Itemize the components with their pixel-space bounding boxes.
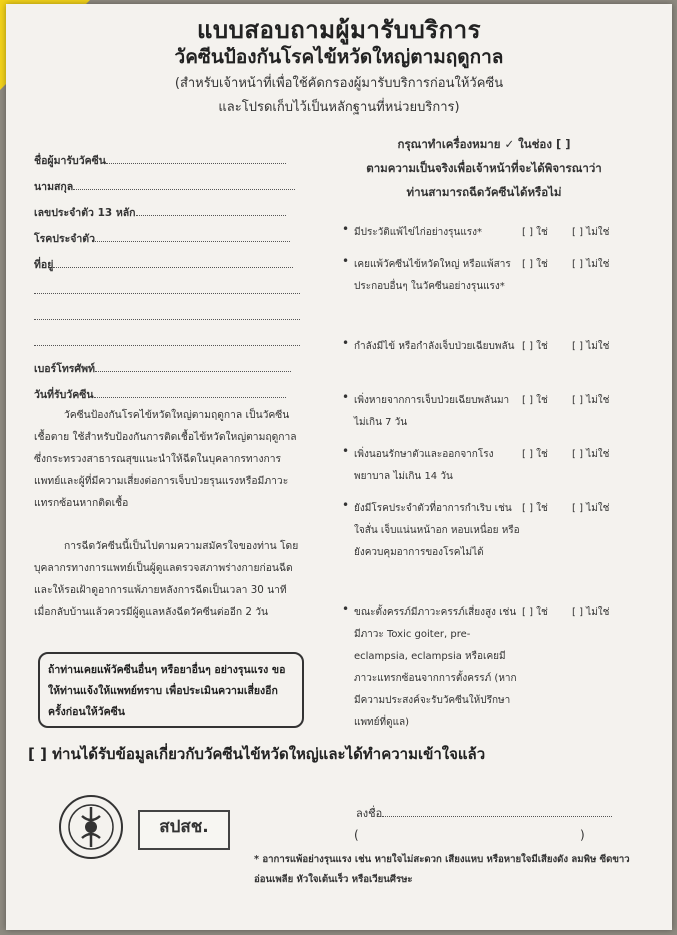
no-checkbox[interactable]: [ ] ไม่ใช่ — [572, 259, 610, 270]
vaccine-info-paragraph — [34, 404, 302, 514]
info-text-2: การฉีดวัคซีนนี้เป็นไปตามความสมัครใจของท่าน โดยบุคลากรทางการแพทย์เป็นผู้ดูแลตรวจสภาพร่างกายก่อนฉีด และให้รอเฝ้าดูอาการแพ้ภายหลังการฉีดเป็นเวลา 30 นาที เมื่อกลับบ้านแล้วควรมีผู้ดูแลหลังฉีดวัคซีนต่ออีก 2 วัน — [34, 540, 299, 618]
name-label: ชื่อผู้มารับวัคซีน — [34, 155, 106, 167]
surname-field[interactable] — [34, 178, 295, 195]
form-note-line-2: และโปรดเก็บไว้เป็นหลักฐานที่หน่วยบริการ) — [218, 100, 460, 115]
yes-checkbox[interactable]: [ ] ใช่ — [522, 227, 548, 238]
address-line-2[interactable] — [34, 292, 300, 294]
no-checkbox[interactable]: [ ] ไม่ใช่ — [572, 449, 610, 460]
address-line-3[interactable] — [34, 318, 300, 320]
questionnaire-paper: แบบสอบถามผู้มารับบริการ วัคซีนป้องกันโรคไข้หวัดใหญ่ตามฤดูกาล (สำหรับเจ้าหน้าที่เพื่อใช้คัดกรองผู้มารับบริการก่อนให้วัคซีน และโปรดเก็บไว้เป็นหลักฐานที่หน่วยบริการ) ชื่อผู้มารับวัคซีน นามสกุล เลขประจำตัว 13 หลัก โรคประจำตัว ที่อยู่ เบอร์โทรศัพท์ วันที่รับวัคซีน วัคซีนป้องกันโรคไข้หวัดใหญ่ตามฤดูกาล เป็นวัคซีนเชื้อตาย ใช้สำหรับป้องกันการติดเชื้อไข้หวัดใหญ่ตามฤดูกาล ซึ่งกระทรวงสาธารณสุขแนะนำให้ฉีดในบุคลากรทางการแพทย์และผู้ที่มีความเสี่ยงต่อการเจ็บป่วยรุนแรงหรือมีภาวะแทรกซ้อนหากติดเชื้อ การฉีดวัคซีนนี้เป็นไปตามความสมัครใจของท่าน โดยบุคลากรทางการแพทย์เป็นผู้ดูแลตรวจสภาพร่างกายก่อนฉีด และให้รอเฝ้าดูอาการแพ้ภายหลังการฉีดเป็นเวลา 30 นาที เมื่อกลับบ้านแล้วควรมีผู้ดูแลหลังฉีดวัคซีนต่ออีก 2 วัน ถ้าท่านเคยแพ้วัคซีนอื่นๆ หรือยาอื่นๆ อย่างรุนแรง ขอให้ท่านแจ้งให้แพทย์ทราบ เพื่อประเมินความเสี่ยงอีกครั้งก่อนให้วัคซีน กรุณาทำเครื่องหมาย ✓ ในช่อง [ ] ตามความเป็นจริงเพื่อเจ้าหน้าที่จะได้พิจารณาว่า ท่านสามารถฉีดวัคซีนได้หรือไม่ • มีประวัติแพ้ไข่ไก่อย่างรุนแรง* [ ] ใช่ [ ] ไม่ใช่ • เคยแพ้วัคซีนไข้หวัดใหญ่ หรือแพ้สารประกอบอื่นๆ ในวัคซีนอย่างรุนแรง* [ ] ใช่ [ ] ไม่ใช่ • กำลังมีไข้ หรือกำลังเจ็บป่วยเฉียบพลัน [ ] ใช่ [ ] ไม่ใช่ • เพิ่งหายจากการเจ็บป่วยเฉียบพลันมาไม่เกิน 7 วัน [ ] ใช่ [ ] ไม่ใช่ • เพิ่งนอนรักษาตัวและออกจากโรงพยาบาล ไม่เกิน 14 วัน [ ] ใช่ [ ] ไม่ใช่ • ยังมีโรคประจำตัวที่อาการกำเริบ เช่น ใจสั่น เจ็บแน่นหน้าอก หอบเหนื่อย หรือยังควบคุมอาการของโรคไม่ได้ [ ] ใช่ [ ] ไม่ใช่ • ขณะตั้งครรภ์มีภาวะครรภ์เสี่ยงสูง เช่น มีภาวะ Toxic goiter, pre-eclampsia, eclampsia หรือเคยมีภาวะแทรกซ้อนจากการตั้งครรภ์ (หากมีความประสงค์จะรับวัคซีนให้ปรึกษาแพทย์ที่ดูแล) [ ] ใช่ [ ] ไม่ใช่ [ ] ท่านได้รับข้อมูลเกี่ยวกับวัคซีนไข้หวัดใหญ่และได้ทำความเข้าใจแล้ว สปสช. ลงชื่อ ( ) * อาการแพ้อย่างรุนแรง เช่น หายใจไม่สะดวก เสียงแหบ หรือหายใจมีเสียงดัง ลมพิษ ซีดขาว อ่อนเพลีย หัวใจเต้นเร็ว หรือเวียนศีรษะ — [6, 4, 672, 930]
id-label: เลขประจำตัว 13 หลัก — [34, 207, 136, 219]
consent-info-paragraph — [34, 535, 302, 623]
yes-checkbox[interactable]: [ ] ใช่ — [522, 259, 548, 270]
date-field[interactable] — [34, 386, 286, 403]
no-checkbox[interactable]: [ ] ไม่ใช่ — [572, 227, 610, 238]
info-text-1: วัคซีนป้องกันโรคไข้หวัดใหญ่ตามฤดูกาล เป็นวัคซีนเชื้อตาย ใช้สำหรับป้องกันการติดเชื้อไข้หวัดใหญ่ตามฤดูกาล ซึ่งกระทรวงสาธารณสุขแนะนำให้ฉีดในบุคลากรทางการแพทย์และผู้ที่มีความเสี่ยงต่อการเจ็บป่วยรุนแรงหรือมีภาวะแทรกซ้อนหากติดเชื้อ — [34, 409, 297, 509]
paren-open: ( — [354, 828, 359, 842]
yes-checkbox[interactable]: [ ] ใช่ — [522, 449, 548, 460]
form-subtitle: วัคซีนป้องกันโรคไข้หวัดใหญ่ตามฤดูกาล — [174, 46, 504, 68]
no-checkbox[interactable]: [ ] ไม่ใช่ — [572, 341, 610, 352]
phone-label: เบอร์โทรศัพท์ — [34, 363, 95, 375]
nhso-logo — [138, 810, 230, 850]
yes-checkbox[interactable]: [ ] ใช่ — [522, 395, 548, 406]
surname-label: นามสกุล — [34, 181, 74, 193]
address-label: ที่อยู่ — [34, 259, 54, 271]
disease-label: โรคประจำตัว — [34, 233, 96, 245]
ministry-seal-logo — [58, 794, 124, 860]
footnote: * อาการแพ้อย่างรุนแรง เช่น หายใจไม่สะดวก เสียงแหบ หรือหายใจมีเสียงดัง ลมพิษ ซีดขาว อ่อนเพลีย หัวใจเต้นเร็ว หรือเวียนศีรษะ — [254, 854, 630, 885]
question-text: เพิ่งนอนรักษาตัวและออกจากโรงพยาบาล ไม่เกิน 14 วัน — [354, 449, 494, 482]
form-note-line-1: (สำหรับเจ้าหน้าที่เพื่อใช้คัดกรองผู้มารับบริการก่อนให้วัคซีน — [174, 76, 504, 91]
name-field[interactable] — [34, 152, 286, 169]
question-text: มีประวัติแพ้ไข่ไก่อย่างรุนแรง* — [354, 227, 483, 238]
id-field[interactable] — [34, 204, 286, 221]
instruction-line-3: ท่านสามารถฉีดวัคซีนได้หรือไม่ — [406, 185, 562, 199]
yes-checkbox[interactable]: [ ] ใช่ — [522, 341, 548, 352]
signature-label: ลงชื่อ — [356, 807, 383, 820]
instruction-line-2: ตามความเป็นจริงเพื่อเจ้าหน้าที่จะได้พิจารณาว่า — [366, 161, 602, 175]
question-text: ขณะตั้งครรภ์มีภาวะครรภ์เสี่ยงสูง เช่น มีภาวะ Toxic goiter, pre-eclampsia, eclampsia หรือเคยมีภาวะแทรกซ้อนจากการตั้งครรภ์ (หากมีความประสงค์จะรับวัคซีนให้ปรึกษาแพทย์ที่ดูแล) — [354, 607, 517, 728]
acknowledgement-checkbox[interactable]: [ ] ท่านได้รับข้อมูลเกี่ยวกับวัคซีนไข้หวัดใหญ่และได้ทำความเข้าใจแล้ว — [28, 745, 486, 763]
no-checkbox[interactable]: [ ] ไม่ใช่ — [572, 395, 610, 406]
nhso-logo-text: สปสช. — [159, 817, 209, 837]
question-text: เพิ่งหายจากการเจ็บป่วยเฉียบพลันมาไม่เกิน 7 วัน — [354, 395, 510, 428]
disease-field[interactable] — [34, 230, 290, 247]
address-field[interactable] — [34, 256, 293, 273]
date-label: วันที่รับวัคซีน — [34, 389, 94, 401]
no-checkbox[interactable]: [ ] ไม่ใช่ — [572, 607, 610, 618]
question-text: เคยแพ้วัคซีนไข้หวัดใหญ่ หรือแพ้สารประกอบอื่นๆ ในวัคซีนอย่างรุนแรง* — [354, 259, 511, 292]
yes-checkbox[interactable]: [ ] ใช่ — [522, 503, 548, 514]
question-text: กำลังมีไข้ หรือกำลังเจ็บป่วยเฉียบพลัน — [354, 341, 515, 352]
paren-close: ) — [580, 828, 585, 842]
address-line-4[interactable] — [34, 344, 300, 346]
question-text: ยังมีโรคประจำตัวที่อาการกำเริบ เช่น ใจสั่น เจ็บแน่นหน้าอก หอบเหนื่อย หรือยังควบคุมอาการของโรคไม่ได้ — [354, 503, 520, 558]
no-checkbox[interactable]: [ ] ไม่ใช่ — [572, 503, 610, 514]
yes-checkbox[interactable]: [ ] ใช่ — [522, 607, 548, 618]
signature-field[interactable] — [356, 804, 612, 822]
instruction-line-1: กรุณาทำเครื่องหมาย ✓ ในช่อง [ ] — [397, 137, 571, 151]
phone-field[interactable] — [34, 360, 291, 377]
allergy-warning-box: ถ้าท่านเคยแพ้วัคซีนอื่นๆ หรือยาอื่นๆ อย่างรุนแรง ขอให้ท่านแจ้งให้แพทย์ทราบ เพื่อประเมินความเสี่ยงอีกครั้งก่อนให้วัคซีน — [38, 652, 304, 728]
form-title: แบบสอบถามผู้มารับบริการ — [196, 16, 482, 44]
